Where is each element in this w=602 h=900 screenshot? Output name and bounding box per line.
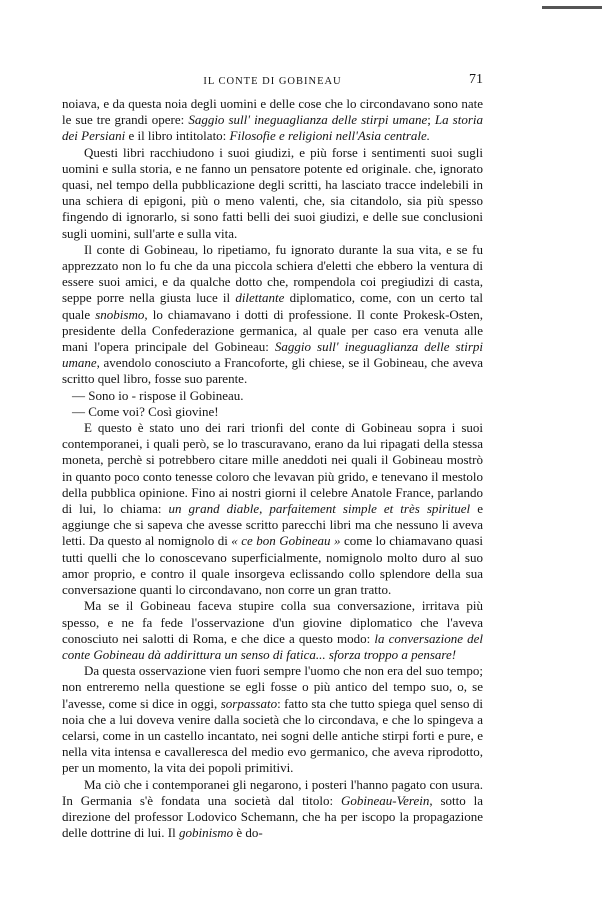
italic-run: dilettante xyxy=(235,290,285,306)
text-run: Ma se il Gobineau faceva stupire colla sua conversazione, irritava più spesso, e ne fa fede l'osservazione d'un giovine diplomatico che l'aveva conosciuto nei salotti di Roma, e che dice a questo modo: xyxy=(62,598,483,646)
italic-run: un grand diable, parfaitement simple et très spirituel xyxy=(168,501,471,517)
text-run: Il conte di Gobineau, lo ripetiamo, fu ignorato durante la sua vita, e se fu apprezzato non lo fu che da una piccola schiera d'eletti che ebbero la ventura di essere suoi amici, e da qualche dotto che, rompendola coi pregiudizi di casta, seppe porre nella giusta luce il xyxy=(62,241,483,306)
paragraph xyxy=(62,663,483,776)
italic-run: snobismo xyxy=(95,306,145,322)
paragraph xyxy=(62,598,483,663)
paragraph xyxy=(62,777,483,842)
page-header xyxy=(62,70,483,92)
book-page xyxy=(62,70,483,841)
text-run: , lo chiamavano i dotti di professione. Il conte Prokesk-Osten, presidente della Confederazione germanica, al quale per caso era venuta alle mani l'opera principale del Gobineau: xyxy=(62,306,483,355)
italic-run: sorpassato xyxy=(220,695,278,711)
text-run: è do- xyxy=(233,825,263,841)
page-number: 71 xyxy=(469,72,483,87)
body-text xyxy=(62,96,483,841)
dialogue-line xyxy=(62,388,483,404)
text-run: — Sono io - rispose il Gobineau. xyxy=(72,387,244,403)
text-run: ; xyxy=(427,112,435,128)
text-run: : fatto sta che tutto spiega quel senso di noia che a lui doveva venire dalla società che lo circondava, e che lo spingeva a celarsi, come in un castello incantato, nei sogni delle antiche stirpi forti e pure, e nella vita intensa e cavalleresca del medio evo germanico, che aveva riprodotto, per un momento, la vita dei popoli primitivi. xyxy=(62,695,483,776)
italic-run: Gobineau-Verein xyxy=(341,792,430,808)
running-title: IL CONTE DI GOBINEAU xyxy=(203,76,342,87)
text-run: , sotto la direzione del professor Lodovico Schemann, che ha per iscopo la propagazione delle dottrine di lui. Il xyxy=(62,792,483,841)
italic-run: la conversazione del conte Gobineau dà addirittura un senso di fatica... sforza troppo a pensare! xyxy=(62,630,483,662)
italic-run: gobinismo xyxy=(178,825,234,841)
italic-run: Filosofie e religioni nell'Asia centrale. xyxy=(229,128,431,144)
paragraph xyxy=(62,242,483,388)
text-run: Da questa osservazione vien fuori sempre l'uomo che non era del suo tempo; non entreremo nella questione se egli fosse o più antico del tempo suo, o, se l'avesse, come si dice in oggi, xyxy=(62,663,483,711)
text-run: e aggiunge che si sapeva che avesse scritto parecchi libri ma che nessuno li aveva letti. Da questo al nomignolo di xyxy=(62,501,483,549)
text-run: diplomatico, come, con un certo tal quale xyxy=(62,290,483,322)
text-run: noiava, e da questa noia degli uomini e delle cose che lo circondavano sono nate le sue tre grandi opere: xyxy=(62,96,483,128)
text-run: Ma ciò che i contemporanei gli negarono, i posteri l'hanno pagato con usura. In Germania s'è fondata una società dal titolo: xyxy=(62,776,483,808)
text-run: come lo chiamavano quasi tutti quelli che lo conoscevano superficialmente, nomignolo molto duro al suo amor proprio, e contro il quale insorgeva eclissando collo splendore della sua conversazione quanti lo circondavano, non corre un gran tratto. xyxy=(62,533,483,598)
paragraph xyxy=(62,145,483,242)
scan-edge-rule xyxy=(542,6,602,9)
text-run: E questo è stato uno dei rari trionfi del conte di Gobineau sopra i suoi contemporanei, i quali però, se lo trascuravano, erano da lui ripagati della stessa moneta, perchè si potrebbero citare mille aneddoti nei quali il Gobineau mostrò in quanto poco conto tenesse coloro che levavan più grido, e tenevano il mestolo della pubblica opinione. Fino ai nostri giorni il celebre Anatole France, parlando di lui, lo chiama: xyxy=(62,420,483,517)
text-run: e il libro intitolato: xyxy=(125,128,230,144)
italic-run: La storia dei Persiani xyxy=(62,112,483,144)
italic-run: Saggio sull' ineguaglianza delle stirpi umane xyxy=(188,112,428,128)
italic-run: Saggio sull' ineguaglianza delle stirpi umane xyxy=(62,339,483,371)
text-run: — Come voi? Così giovine! xyxy=(72,403,219,419)
text-run: , avendolo conosciuto a Francoforte, gli chiese, se il Gobineau, che aveva scritto quel libro, fosse suo parente. xyxy=(62,355,483,387)
text-run: Questi libri racchiudono i suoi giudizi, e più forse i sentimenti suoi sugli uomini e sulla storia, e ne fanno un pensatore potente ed originale. che, ignorato quasi, nel tempo della pubblicazione degli scritti, ha lasciato tracce indelebili in una schiera di epigoni, più o meno valenti, che, sia citandolo, sia più spesso fingendo di ignorarlo, si sono fatti belli dei suoi giudizi, e delle sue conclusioni sugli uomini, sull'arte e sulla vita. xyxy=(62,144,483,241)
dialogue-line xyxy=(62,404,483,420)
italic-run: « ce bon Gobineau » xyxy=(231,533,341,549)
paragraph xyxy=(62,96,483,145)
paragraph xyxy=(62,420,483,598)
